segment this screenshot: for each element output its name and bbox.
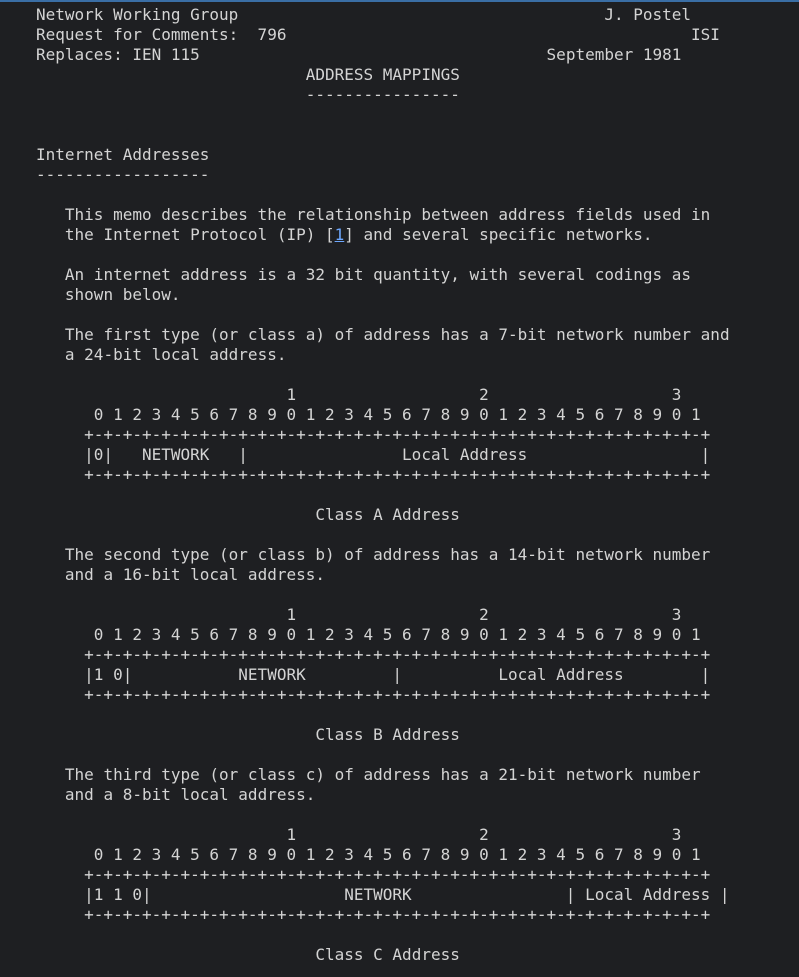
diagram-border: +-+-+-+-+-+-+-+-+-+-+-+-+-+-+-+-+-+-+-+-+-+-+-+-+-+-+-+-+-+-+-+-+ [74,865,711,884]
header-line-3 [36,45,730,65]
reference-link-1[interactable]: 1 [334,225,345,244]
diagram-border: +-+-+-+-+-+-+-+-+-+-+-+-+-+-+-+-+-+-+-+-+-+-+-+-+-+-+-+-+-+-+-+-+ [74,645,711,664]
pad [286,25,691,44]
pad [36,945,315,964]
paragraph-line: the Internet Protocol (IP) [1] and several specific networks. [64,225,653,244]
diagram-tens-row: 1 2 3 [74,825,682,844]
class-b-caption-line [36,725,730,745]
class-a-caption-line [36,505,730,525]
header-right-1: J. Postel [604,5,692,24]
header-left-1: Network Working Group [36,5,239,24]
header-line-2 [36,25,730,45]
diagram-border: +-+-+-+-+-+-+-+-+-+-+-+-+-+-+-+-+-+-+-+-+-+-+-+-+-+-+-+-+-+-+-+-+ [74,685,711,704]
header-line-1 [36,5,730,25]
paragraph-line: The second type (or class b) of address has a 14-bit network number [64,545,711,564]
paragraph-line: The first type (or class a) of address has a 7-bit network number and [64,325,730,344]
paragraph-line: This memo describes the relationship between address fields used in [64,205,711,224]
diagram-tens-row: 1 2 3 [74,385,682,404]
class-a-fields: |0| NETWORK | Local Address | [74,445,711,464]
pad [238,5,604,24]
window-top-accent [0,0,799,2]
page-title: ADDRESS MAPPINGS [305,65,460,84]
paragraph-line: shown below. [64,285,181,304]
pad [36,65,306,84]
section-heading: Internet Addresses [36,145,210,164]
class-b-fields: |1 0| NETWORK | Local Address | [74,665,711,684]
header-right-3: September 1981 [546,45,682,64]
section-rule: ------------------ [36,165,210,184]
rfc-document [36,5,730,965]
paragraph-line: and a 16-bit local address. [64,565,325,584]
pad [36,505,315,524]
class-c-caption: Class C Address [315,945,460,964]
pad [200,45,547,64]
paragraph-line: and a 8-bit local address. [64,785,316,804]
paragraph-line: The third type (or class c) of address has a 21-bit network number [64,765,701,784]
class-b-caption: Class B Address [315,725,460,744]
header-right-2: ISI [691,25,720,44]
diagram-border: +-+-+-+-+-+-+-+-+-+-+-+-+-+-+-+-+-+-+-+-+-+-+-+-+-+-+-+-+-+-+-+-+ [74,905,711,924]
title-line [36,65,730,85]
pad [36,725,315,744]
title-rule: ---------------- [305,85,460,104]
diagram-border: +-+-+-+-+-+-+-+-+-+-+-+-+-+-+-+-+-+-+-+-+-+-+-+-+-+-+-+-+-+-+-+-+ [74,425,711,444]
diagram-bit-numbers: 0 1 2 3 4 5 6 7 8 9 0 1 2 3 4 5 6 7 8 9 0 1 2 3 4 5 6 7 8 9 0 1 [74,405,701,424]
pad [36,85,306,104]
header-left-2: Request for Comments: 796 [36,25,287,44]
title-rule-line [36,85,730,105]
paragraph-line: a 24-bit local address. [64,345,287,364]
diagram-border: +-+-+-+-+-+-+-+-+-+-+-+-+-+-+-+-+-+-+-+-+-+-+-+-+-+-+-+-+-+-+-+-+ [74,465,711,484]
class-c-caption-line [36,945,730,965]
diagram-bit-numbers: 0 1 2 3 4 5 6 7 8 9 0 1 2 3 4 5 6 7 8 9 0 1 2 3 4 5 6 7 8 9 0 1 [74,625,701,644]
class-c-fields: |1 1 0| NETWORK | Local Address | [74,885,730,904]
class-a-caption: Class A Address [315,505,460,524]
paragraph-line: An internet address is a 32 bit quantity, with several codings as [64,265,692,284]
header-left-3: Replaces: IEN 115 [36,45,200,64]
diagram-bit-numbers: 0 1 2 3 4 5 6 7 8 9 0 1 2 3 4 5 6 7 8 9 0 1 2 3 4 5 6 7 8 9 0 1 [74,845,701,864]
diagram-tens-row: 1 2 3 [74,605,682,624]
